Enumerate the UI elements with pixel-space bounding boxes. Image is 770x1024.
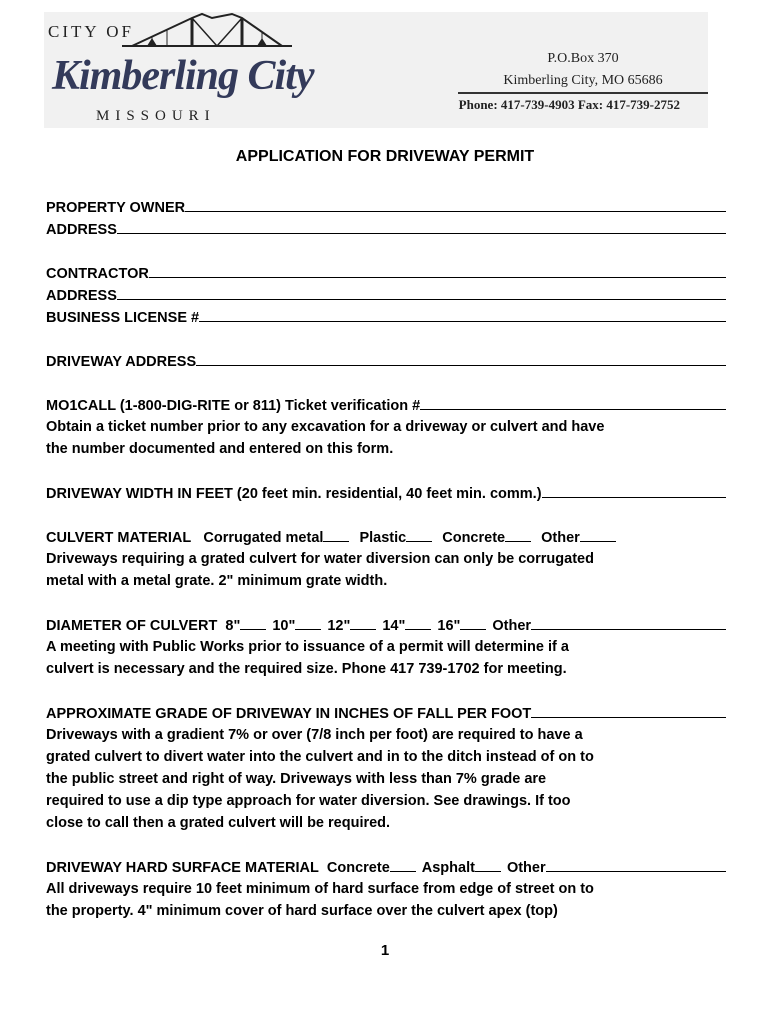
surface-row	[46, 856, 726, 878]
driveway-address-label: DRIVEWAY ADDRESS	[46, 354, 197, 370]
diameter-8in-field[interactable]	[240, 614, 266, 630]
grade-note: required to use a dip type approach for water diversion. See drawings. If too	[46, 793, 571, 809]
property-owner-label: PROPERTY OWNER	[46, 200, 186, 216]
property-owner-field[interactable]	[185, 196, 726, 212]
city-logo	[44, 12, 314, 128]
business-license-label: BUSINESS LICENSE #	[46, 310, 200, 326]
business-license-row	[46, 306, 726, 328]
contractor-label: CONTRACTOR	[46, 266, 149, 282]
grade-label: APPROXIMATE GRADE OF DRIVEWAY IN INCHES OF FALL PER FOOT	[46, 706, 532, 722]
form-body	[46, 196, 726, 922]
option-other: Other	[541, 530, 580, 546]
material-other-field[interactable]	[580, 526, 616, 542]
bridge-icon	[122, 12, 292, 52]
surface-concrete-field[interactable]	[390, 856, 416, 872]
culvert-material-note: Driveways requiring a grated culvert for water diversion can only be corrugated	[46, 551, 594, 567]
surface-note: the property. 4" minimum cover of hard surface over the culvert apex (top)	[46, 903, 558, 919]
plastic-field[interactable]	[406, 526, 432, 542]
contractor-field[interactable]	[149, 262, 726, 278]
option-other: Other	[506, 860, 546, 876]
surface-note: All driveways require 10 feet minimum of hard surface from edge of street on to	[46, 881, 594, 897]
grade-note: the public street and right of way. Driveways with less than 7% grade are	[46, 771, 547, 787]
surface-other-field[interactable]	[546, 856, 726, 872]
diameter-10in-field[interactable]	[295, 614, 321, 630]
driveway-address-row	[46, 350, 726, 372]
culvert-material-label: CULVERT MATERIAL	[46, 530, 192, 546]
contractor-address-row	[46, 284, 726, 306]
city-state-zip: Kimberling City, MO 65686	[503, 73, 663, 88]
corrugated-metal-field[interactable]	[323, 526, 349, 542]
option-concrete: Concrete	[442, 530, 506, 546]
diameter-14in-field[interactable]	[405, 614, 431, 630]
mo1call-ticket-field[interactable]	[420, 394, 726, 410]
diameter-other-field[interactable]	[531, 614, 726, 630]
culvert-diameter-note: culvert is necessary and the required size. Phone 417 739-1702 for meeting.	[46, 661, 567, 677]
diameter-12in-field[interactable]	[350, 614, 376, 630]
contractor-address-label: ADDRESS	[46, 288, 117, 304]
grade-field[interactable]	[531, 702, 726, 718]
option-12in: 12"	[327, 618, 351, 634]
surface-asphalt-field[interactable]	[475, 856, 501, 872]
mo1call-row	[46, 394, 726, 416]
mo1call-note: the number documented and entered on this form.	[46, 441, 394, 457]
contractor-row	[46, 262, 726, 284]
driveway-width-field[interactable]	[542, 482, 726, 498]
owner-address-field[interactable]	[117, 218, 726, 234]
contact-block	[458, 48, 708, 116]
option-plastic: Plastic	[359, 530, 407, 546]
option-other: Other	[492, 618, 532, 634]
surface-label: DRIVEWAY HARD SURFACE MATERIAL	[46, 860, 319, 876]
option-16in: 16"	[437, 618, 461, 634]
culvert-material-note: metal with a metal grate. 2" minimum grate width.	[46, 573, 388, 589]
culvert-diameter-note: A meeting with Public Works prior to issuance of a permit will determine if a	[46, 639, 569, 655]
option-concrete: Concrete	[326, 860, 390, 876]
grade-note: Driveways with a gradient 7% or over (7/8 inch per foot) are required to have a	[46, 727, 583, 743]
option-10in: 10"	[272, 618, 296, 634]
grade-note: close to call then a grated culvert will be required.	[46, 815, 391, 831]
option-asphalt: Asphalt	[421, 860, 475, 876]
business-license-field[interactable]	[199, 306, 726, 322]
culvert-diameter-label: DIAMETER OF CULVERT	[46, 618, 218, 634]
driveway-address-field[interactable]	[196, 350, 726, 366]
owner-address-label: ADDRESS	[46, 222, 117, 238]
city-name-logo: Kimberling City	[52, 53, 314, 99]
diameter-16in-field[interactable]	[460, 614, 486, 630]
culvert-material-row	[46, 526, 726, 548]
mo1call-label: MO1CALL (1-800-DIG-RITE or 811) Ticket verification #	[46, 398, 421, 414]
property-owner-row	[46, 196, 726, 218]
page-number: 1	[380, 942, 390, 959]
contractor-address-field[interactable]	[117, 284, 726, 300]
option-14in: 14"	[382, 618, 406, 634]
owner-address-row	[46, 218, 726, 240]
city-of-text: CITY OF	[48, 22, 135, 41]
option-8in: 8"	[225, 618, 241, 634]
driveway-width-row	[46, 482, 726, 504]
state-text: MISSOURI	[96, 108, 216, 124]
phone-fax: Phone: 417-739-4903 Fax: 417-739-2752	[458, 97, 680, 112]
mo1call-note: Obtain a ticket number prior to any excavation for a driveway or culvert and have	[46, 419, 605, 435]
form-title: APPLICATION FOR DRIVEWAY PERMIT	[235, 148, 535, 165]
po-box: P.O.Box 370	[547, 51, 619, 66]
concrete-field[interactable]	[505, 526, 531, 542]
grade-note: grated culvert to divert water into the culvert and in to the ditch instead of on to	[46, 749, 594, 765]
option-corrugated-metal: Corrugated metal	[203, 530, 324, 546]
culvert-diameter-row	[46, 614, 726, 636]
letterhead	[44, 12, 708, 128]
grade-row	[46, 702, 726, 724]
driveway-width-label: DRIVEWAY WIDTH IN FEET (20 feet min. residential, 40 feet min. comm.)	[46, 486, 542, 502]
